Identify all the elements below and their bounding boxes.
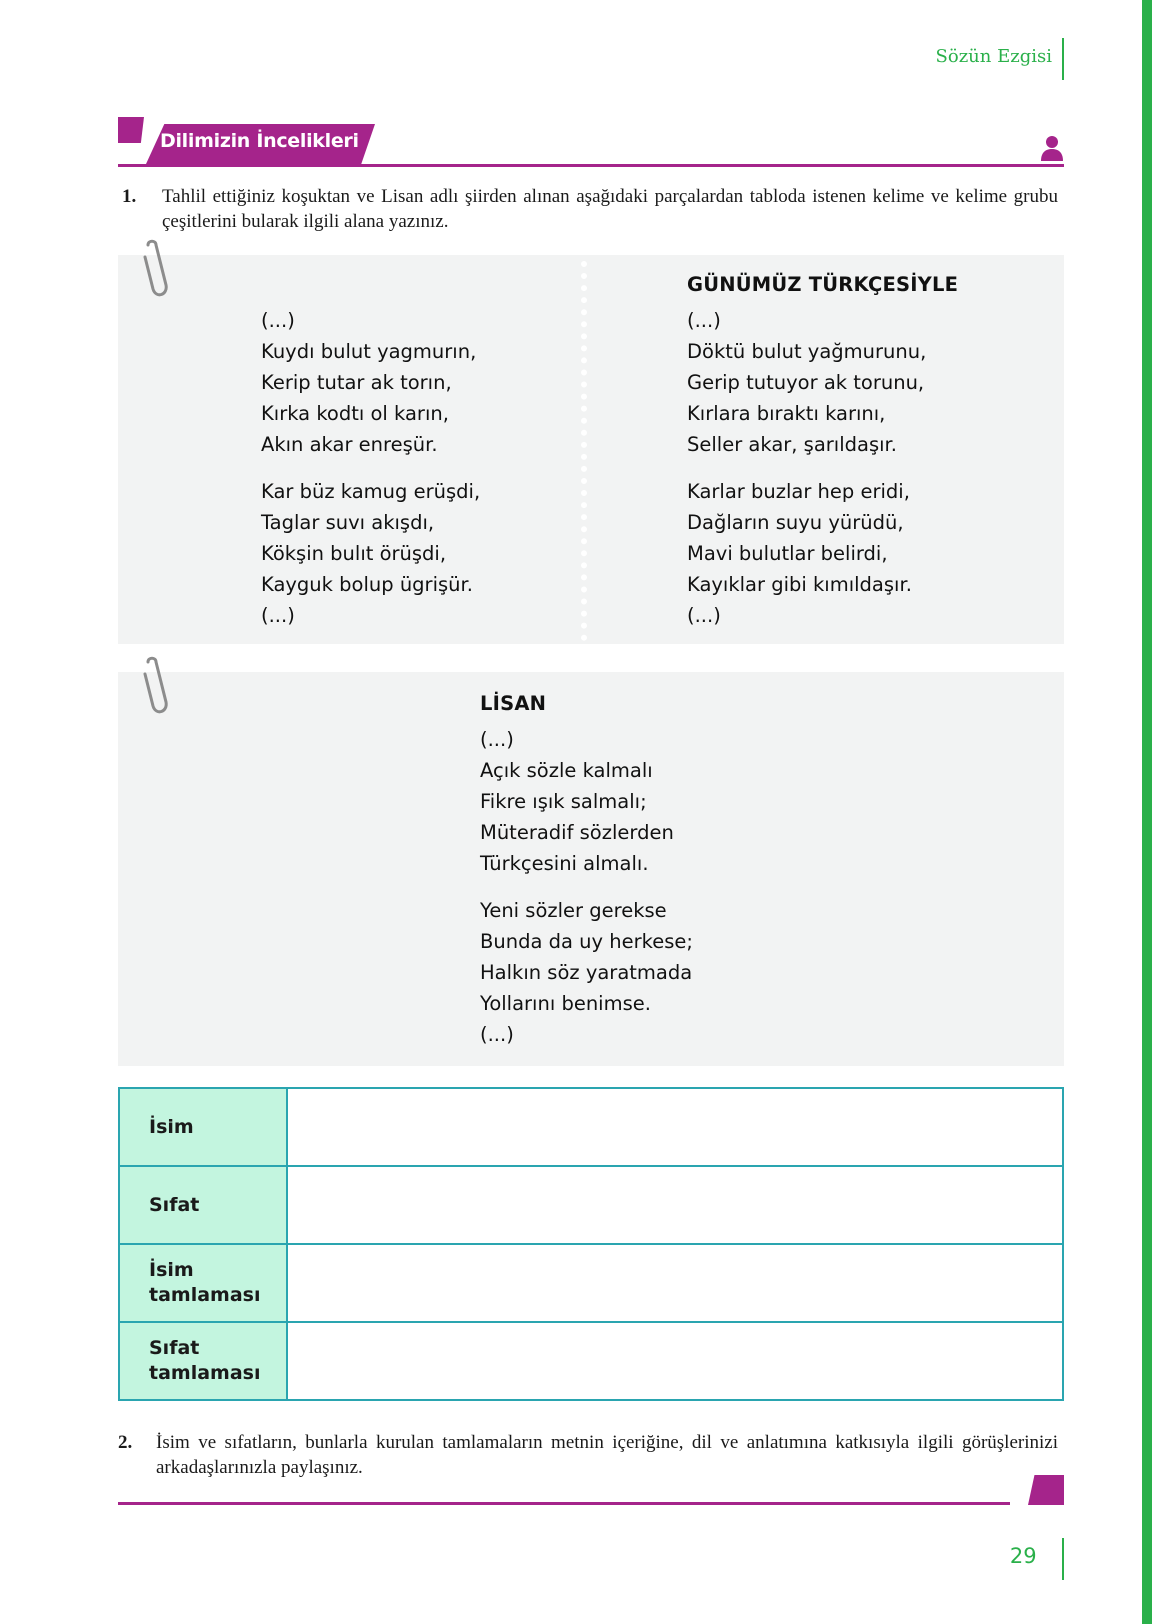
person-icon xyxy=(1040,135,1064,161)
section-rule xyxy=(118,164,1064,167)
poem-line: Kuydı bulut yagmurın, xyxy=(261,340,477,363)
poem-line: (...) xyxy=(480,728,514,751)
page-number-text: 29 xyxy=(1009,1544,1037,1568)
bottom-rule xyxy=(118,1502,1010,1505)
question-number: 1. xyxy=(122,186,137,207)
row-label: İsim xyxy=(119,1088,287,1166)
poem-line: Halkın söz yaratmada xyxy=(480,961,693,984)
poem-line: Açık sözle kalmalı xyxy=(480,759,653,782)
poem-line: Kerip tutar ak torın, xyxy=(261,371,452,394)
paperclip-icon xyxy=(136,239,172,299)
poem-box-koşuk xyxy=(118,255,1064,644)
answer-cell[interactable] xyxy=(287,1166,1063,1244)
poem-line: Seller akar, şarıldaşır. xyxy=(687,433,897,456)
poem-title: GÜNÜMÜZ TÜRKÇESİYLE xyxy=(687,273,959,296)
section-title: Dilimizin İncelikleri xyxy=(160,130,359,152)
table-row xyxy=(119,1166,1063,1244)
poem-line: Döktü bulut yağmurunu, xyxy=(687,340,927,363)
running-title-rule xyxy=(1062,38,1064,80)
poem-line: Mavi bulutlar belirdi, xyxy=(687,542,888,565)
paperclip-icon xyxy=(136,656,172,716)
table-row xyxy=(119,1088,1063,1166)
poem-line: Müteradif sözlerden xyxy=(480,821,674,844)
row-label: Sıfat tamlaması xyxy=(119,1322,287,1400)
running-title: Sözün Ezgisi xyxy=(935,46,1052,67)
poem-box-lisan xyxy=(118,672,1064,1066)
poem-lisan xyxy=(480,688,693,1050)
poem-line: Kırka kodtı ol karın, xyxy=(261,402,449,425)
section-marker xyxy=(118,117,144,143)
table-row xyxy=(119,1244,1063,1322)
answer-table xyxy=(118,1087,1064,1401)
poem-line: Dağların suyu yürüdü, xyxy=(687,511,904,534)
answer-cell[interactable] xyxy=(287,1322,1063,1400)
question-1 xyxy=(122,184,1058,234)
poem-line: (...) xyxy=(687,604,721,627)
poem-original xyxy=(261,305,480,631)
poem-line: Yeni sözler gerekse xyxy=(480,899,667,922)
section-header xyxy=(118,117,1064,167)
poem-line: Akın akar enreşür. xyxy=(261,433,438,456)
page-edge-bar xyxy=(1142,0,1152,1624)
poem-line: (...) xyxy=(687,309,721,332)
poem-line: Yollarını benimse. xyxy=(480,992,651,1015)
poem-line: (...) xyxy=(261,604,295,627)
poem-line: Kar büz kamug erüşdi, xyxy=(261,480,481,503)
poem-line: Kökşin bulıt örüşdi, xyxy=(261,542,447,565)
poem-line: Kayıklar gibi kımıldaşır. xyxy=(687,573,912,596)
question-2 xyxy=(118,1430,1058,1480)
question-number: 2. xyxy=(118,1432,133,1453)
poem-line: Fikre ışık salmalı; xyxy=(480,790,647,813)
answer-cell[interactable] xyxy=(287,1244,1063,1322)
poem-line: (...) xyxy=(261,309,295,332)
poem-modern xyxy=(687,269,958,631)
page-number xyxy=(960,1544,1050,1568)
poem-line: Türkçesini almalı. xyxy=(480,852,649,875)
answer-cell[interactable] xyxy=(287,1088,1063,1166)
page-number-rule xyxy=(1062,1538,1064,1580)
column-divider xyxy=(581,261,587,641)
question-text: İsim ve sıfatların, bunlarla kurulan tamlamaların metnin içeriğine, dil ve anlatımına katkısıyla ilgili görüşlerinizi arkadaşlarınızla paylaşınız. xyxy=(156,1432,1058,1478)
poem-title: LİSAN xyxy=(480,692,547,715)
poem-line: (...) xyxy=(480,1023,514,1046)
poem-line: Kırlara bıraktı karını, xyxy=(687,402,886,425)
poem-line: Kayguk bolup ügrişür. xyxy=(261,573,473,596)
table-row xyxy=(119,1322,1063,1400)
poem-line: Gerip tutuyor ak torunu, xyxy=(687,371,925,394)
row-label: İsim tamlaması xyxy=(119,1244,287,1322)
poem-line: Bunda da uy herkese; xyxy=(480,930,693,953)
question-text: Tahlil ettiğiniz koşuktan ve Lisan adlı şiirden alınan aşağıdaki parçalardan tabloda istenen kelime ve kelime grubu çeşitlerini bularak ilgili alana yazınız. xyxy=(162,186,1058,232)
row-label: Sıfat xyxy=(119,1166,287,1244)
poem-line: Karlar buzlar hep eridi, xyxy=(687,480,910,503)
poem-line: Taglar suvı akışdı, xyxy=(261,511,435,534)
